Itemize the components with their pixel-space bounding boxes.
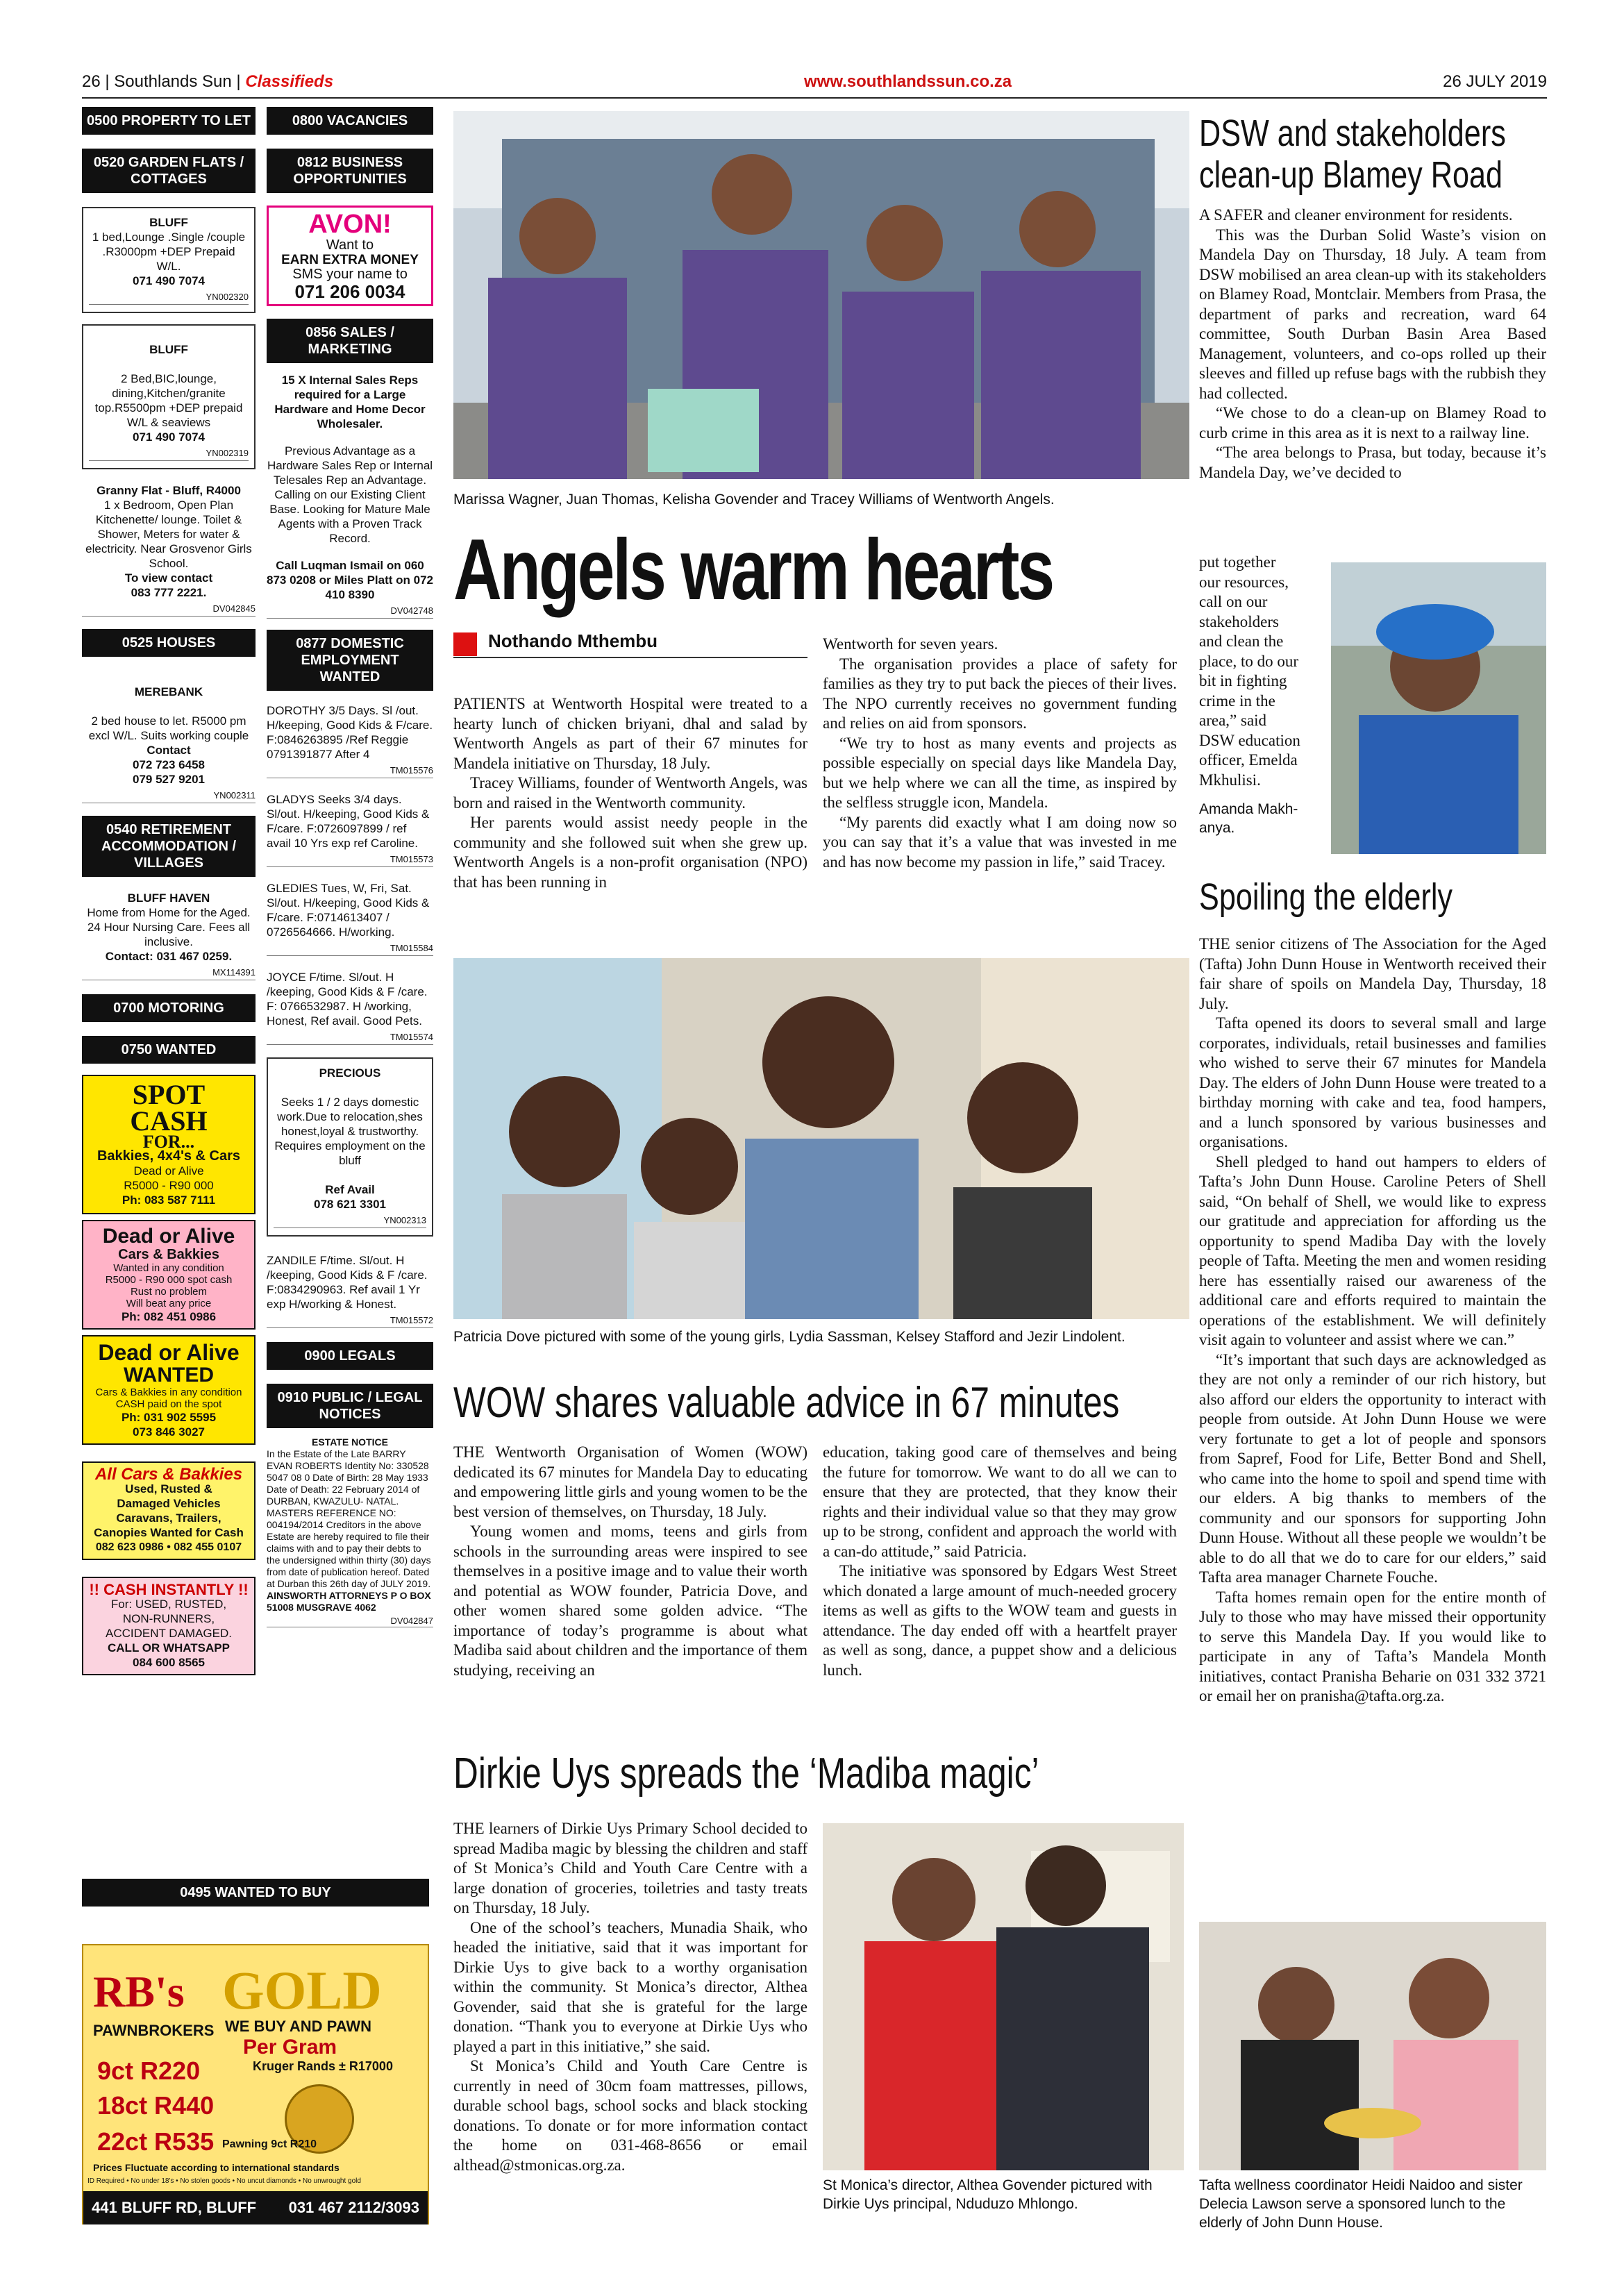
dirkie-paragraph: THE learners of Dirkie Uys Primary School decided to spread Madiba magic by blessing the children and staff of St Monica’s Child and Youth Care Centre with a large donation of groceries, toiletries and tasty treats on Thursday, 18 July. bbox=[453, 1820, 807, 1916]
ad-spot-cash bbox=[82, 1075, 256, 1214]
category-0495: 0495 WANTED TO BUY bbox=[82, 1879, 429, 1907]
ad-ref: MX114391 bbox=[82, 965, 256, 980]
ad-ref: DV042748 bbox=[267, 603, 433, 619]
ad-text: Home from Home for the Aged. 24 Hour Nursing Care. Fees all inclusive. bbox=[87, 906, 251, 948]
allcars-title: All Cars & Bakkies bbox=[94, 1465, 243, 1484]
ad-ref: YN002311 bbox=[82, 788, 256, 803]
angels-caption: Marissa Wagner, Juan Thomas, Kelisha Govender and Tracey Williams of Wentworth Angels. bbox=[453, 492, 1055, 508]
wow-paragraph: education, taking good care of themselves and being the future for tomorrow. We want to do all we can to ensure that they are protected, that they know their rights and their individual value so that they may grow up to be strong, confident and approach the world with a can-do attitude,” said Patricia. bbox=[823, 1443, 1177, 1560]
rb-9ct: 9ct R220 bbox=[97, 2056, 201, 2085]
category-0910: 0910 PUBLIC / LEGAL NOTICES bbox=[267, 1384, 433, 1428]
rb-footer bbox=[83, 2191, 428, 2224]
ad-title: MEREBANK bbox=[134, 685, 203, 698]
rb-address: 441 BLUFF RD, BLUFF bbox=[92, 2199, 257, 2216]
dead1-line: Cars & Bakkies bbox=[118, 1247, 219, 1262]
avon-title: AVON! bbox=[308, 210, 392, 239]
dsw-line: crime in the bbox=[1199, 692, 1275, 710]
wow-caption: Patricia Dove pictured with some of the young girls, Lydia Sassman, Kelsey Stafford and Jezir Lindolent. bbox=[453, 1329, 1125, 1345]
classifieds-column-1 bbox=[82, 107, 256, 1675]
page-number: 26 bbox=[82, 72, 101, 91]
ad-dorothy bbox=[267, 703, 433, 778]
ad-cta: Ref Avail bbox=[325, 1183, 375, 1196]
elderly-paragraph: THE senior citizens of The Association for the Aged (Tafta) John Dunn House in Wentworth received their fair share of spoils on Mandela Day, Thursday, 18 July. bbox=[1199, 935, 1546, 1012]
dsw-line: and clean the bbox=[1199, 632, 1284, 650]
dirkie-headline: Dirkie Uys spreads the ‘Madiba magic’ bbox=[453, 1750, 1039, 1798]
dead2-title: Dead or Alive bbox=[98, 1340, 240, 1365]
wow-paragraph: The initiative was sponsored by Edgars West Street which donated a large amount of much-needed grocery items as well as gifts to the WOW team and guests in attendance. The day ended off with a heartfelt prayer as well as song, dance, a puppet show and a delicious lunch. bbox=[823, 1562, 1177, 1679]
wow-paragraph: THE Wentworth Organisation of Women (WOW) dedicated its 67 minutes for Mandela Day to educating and empowering little girls and young women to be the best version of themselves, on Thursday, 18 July. bbox=[453, 1443, 807, 1520]
dsw-paragraph: This was the Durban Solid Waste’s vision on Mandela Day on Thursday, 18 July. A team from DSW mobilised an area clean-up with its stakeholders on Blamey Road, Montclair. Members from Prasa, the department of parks and recreation, ward 64 committee, South Durban Basin Area Based Management, volunteers, and co-ops rolled up their sleeves and filled up refuse bags with the rubbish they had collected. bbox=[1199, 226, 1546, 402]
ad-gladys bbox=[267, 792, 433, 867]
dsw-line: place, to do our bbox=[1199, 652, 1299, 670]
dsw-headline: DSW and stakeholders clean-up Blamey Road bbox=[1199, 112, 1506, 196]
dsw-line: stakeholders bbox=[1199, 612, 1279, 630]
cashinst-line: CALL OR WHATSAPP bbox=[108, 1641, 230, 1654]
angels-byline: Nothando Mthembu bbox=[488, 630, 658, 651]
dirkie-photo bbox=[823, 1823, 1184, 2170]
elderly-body bbox=[1199, 935, 1546, 1707]
ad-text: GLEDIES Tues, W, Fri, Sat. Sl/out. H/keeping, Good Kids & F/care. F:0714613407 / 0726564666. H/working. bbox=[267, 882, 430, 939]
estate-title: ESTATE NOTICE bbox=[312, 1436, 388, 1448]
spot-title-3: FOR... bbox=[142, 1132, 195, 1152]
spot-line: Bakkies, 4x4's & Cars bbox=[97, 1148, 240, 1164]
avon-phone: 071 206 0034 bbox=[294, 281, 405, 302]
ad-gledies bbox=[267, 881, 433, 956]
dead2-line: Cars & Bakkies in any condition bbox=[95, 1386, 242, 1398]
angels-paragraph: “My parents did exactly what I am doing now so you can say that it’s a value that was invested in me and has now become my passion in life,” said Tracey. bbox=[823, 813, 1177, 871]
ad-text: 1 x Bedroom, Open Plan Kitchenette/ lounge. Toilet & Shower, Meters for water & electricity. Near Grosvenor Girls School. bbox=[85, 498, 252, 570]
angels-paragraph: PATIENTS at Wentworth Hospital were treated to a hearty lunch of chicken briyani, dhal and salad by Wentworth Angels as part of their 67 minutes for Mandela initiative on Thursday, 18 July. bbox=[453, 695, 807, 772]
dead2-title-2: WANTED bbox=[124, 1364, 214, 1386]
rb-rules: ID Required • No under 18's • No stolen goods • No uncut diamonds • No unwrought gold bbox=[87, 2177, 361, 2185]
dsw-line: call on our bbox=[1199, 593, 1268, 610]
allcars-line: Canopies Wanted for Cash bbox=[94, 1526, 244, 1539]
ad-phone-2: 079 527 9201 bbox=[133, 773, 205, 786]
ad-ref: YN002319 bbox=[89, 446, 249, 461]
rb-fluctuate: Prices Fluctuate according to international standards bbox=[93, 2162, 340, 2173]
ad-granny-flat bbox=[82, 483, 256, 617]
ad-text: Seeks 1 / 2 days domestic work.Due to relocation,shes honest,loyal & trustworthy. Requires employment on the bluff bbox=[274, 1096, 426, 1167]
ad-ref: TM015584 bbox=[267, 941, 433, 956]
ad-bluff-1 bbox=[82, 207, 256, 313]
ad-text: JOYCE F/time. Sl/out. H /keeping, Good Kids & F /care. F: 0766532987. H /working, Honest, Ref avail. Good Pets. bbox=[267, 971, 428, 1028]
ad-ref: DV042847 bbox=[267, 1615, 433, 1627]
ad-sales-reps bbox=[267, 373, 433, 619]
ad-ref: TM015573 bbox=[267, 852, 433, 867]
angels-paragraph: “We try to host as many events and projects as possible especially on special days like Mandela Day, but we help where we can all the time, as inspired by the selfless struggle icon, Mandela. bbox=[823, 734, 1177, 811]
rb-pawnbrokers: PAWNBROKERS bbox=[93, 2022, 215, 2039]
dsw-photo bbox=[1331, 562, 1546, 854]
rb-brand: RB's bbox=[93, 1967, 185, 2016]
dsw-line: bit in fighting bbox=[1199, 672, 1287, 689]
estate-firm: AINSWORTH ATTORNEYS P O BOX 51008 MUSGRAVE 4062 bbox=[267, 1590, 431, 1613]
dirkie-col-1 bbox=[453, 1819, 807, 2175]
ad-text: 2 bed house to let. R5000 pm excl W/L. Suits working couple bbox=[88, 714, 249, 742]
ad-ref: TM015576 bbox=[267, 763, 433, 778]
ad-text: DOROTHY 3/5 Days. Sl /out. H/keeping, Good Kids & F/care. F:0846263895 /Ref Reggie 0791391877 After 4 bbox=[267, 704, 433, 761]
ad-phone: Contact: 031 467 0259. bbox=[105, 950, 233, 963]
allcars-phone: 082 623 0986 • 082 455 0107 bbox=[95, 1541, 242, 1553]
sales-title: 15 X Internal Sales Reps required for a Large Hardware and Home Decor Wholesaler. bbox=[274, 374, 426, 430]
dsw-paragraph: “We chose to do a clean-up on Blamey Road to curb crime in this area as it is next to a railway line. bbox=[1199, 404, 1546, 442]
angels-col-1 bbox=[453, 694, 807, 892]
header-rule bbox=[82, 97, 1547, 99]
rb-18ct: 18ct R440 bbox=[97, 2091, 215, 2120]
avon-line: Want to bbox=[326, 237, 374, 253]
spot-line: Dead or Alive bbox=[133, 1164, 204, 1178]
angels-paragraph: Her parents would assist needy people in the community and she followed suit when she grew up. Wentworth Angels is a non-profit organisation (NPO) that has been running in bbox=[453, 814, 807, 891]
wow-photo bbox=[453, 958, 1189, 1319]
cashinst-line: For: USED, RUSTED, bbox=[110, 1598, 227, 1611]
ad-phone: 083 777 2221. bbox=[131, 586, 207, 599]
dead2-line: CASH paid on the spot bbox=[115, 1398, 222, 1410]
angels-paragraph: Tracey Williams, founder of Wentworth Angels, was born and raised in the Wentworth community. bbox=[453, 774, 807, 812]
angels-photo bbox=[453, 111, 1189, 479]
ad-bluff-haven bbox=[82, 891, 256, 980]
angels-byline-row bbox=[453, 630, 807, 658]
ad-cta: To view contact bbox=[124, 571, 213, 585]
elderly-paragraph: Tafta opened its doors to several small and large corporates, individuals, retail businesses and families who wished to serve their 67 minutes for Mandela Day. The elders of John Dunn House were treated to a birthday morning with cake and tea, food hampers, and a lunch sponsored by various businesses and organisations. bbox=[1199, 1014, 1546, 1150]
category-0900: 0900 LEGALS bbox=[267, 1342, 433, 1370]
ad-phone: 071 490 7074 bbox=[133, 274, 205, 287]
ad-text: 1 bed,Lounge .Single /couple .R3000pm +DEP Prepaid W/L. bbox=[92, 231, 246, 273]
sales-contact: Call Luqman Ismail on 060 873 0208 or Miles Platt on 072 410 8390 bbox=[267, 559, 434, 601]
ad-cta: Contact bbox=[147, 744, 191, 757]
angels-headline: Angels warm hearts bbox=[453, 522, 1053, 618]
ad-estate-notice bbox=[267, 1436, 433, 1627]
category-0540: 0540 RETIREMENT ACCOMMODATION / VILLAGES bbox=[82, 816, 256, 877]
elderly-paragraph: Tafta homes remain open for the entire month of July to those who may have missed their opportunity to serve this Mandela Day. If you would like to participate in any of Tafta’s Mandela Month initiatives, contact Pranisha Beharie on 031 332 3721 or email her on pranisha@tafta.org.za. bbox=[1199, 1588, 1546, 1704]
category-0525: 0525 HOUSES bbox=[82, 629, 256, 657]
ad-dead-or-alive-1 bbox=[82, 1220, 256, 1330]
ad-rbs-gold bbox=[82, 1944, 429, 2224]
avon-line: EARN EXTRA MONEY bbox=[281, 253, 419, 267]
ad-bluff-2 bbox=[82, 324, 256, 469]
sales-text: Previous Advantage as a Hardware Sales Rep or Internal Telesales Rep an Advantage. Calling on our Existing Client Base. Looking for Mature Male Agents with a Proven Track Record. bbox=[267, 444, 433, 545]
ad-ref: TM015574 bbox=[267, 1030, 433, 1045]
ad-ref: YN002313 bbox=[274, 1213, 426, 1228]
category-0500: 0500 PROPERTY TO LET bbox=[82, 107, 256, 135]
dead1-line: R5000 - R90 000 spot cash bbox=[105, 1274, 233, 1286]
elderly-paragraph: “It’s important that such days are acknowledged as they are not only a reminder of our rich history, but also afford our elders the opportunity to interact with people from outside. At John Dunn House we were very fortunate to get a lot of people and sponsors from Sapref, Food for Life, Better Bond and Shell, who came into the home to spoil and spend time with our elders. A big thanks to members of the community and our sponsors for supporting John Dunn House. Without all these people we wouldn’t be able to do all that we do to care for our elders,” said Tafta area manager Charnete Fouche. bbox=[1199, 1350, 1546, 1586]
ad-ref: TM015572 bbox=[267, 1313, 433, 1328]
section-name: Classifieds bbox=[245, 72, 334, 91]
angels-paragraph: Wentworth for seven years. bbox=[823, 635, 998, 653]
elderly-photo bbox=[1199, 1922, 1546, 2170]
rb-gold: GOLD bbox=[222, 1960, 382, 2020]
rb-phone: 031 467 2112/3093 bbox=[288, 2199, 419, 2216]
rb-per-gram: Per Gram bbox=[243, 2036, 337, 2059]
spot-phone: Ph: 083 587 7111 bbox=[122, 1193, 216, 1207]
ad-title: BLUFF bbox=[149, 343, 188, 356]
elderly-caption: Tafta wellness coordinator Heidi Naidoo and sister Delecia Lawson serve a sponsored lunch to the elderly of John Dunn House. bbox=[1199, 2177, 1523, 2231]
ad-cash-instantly bbox=[82, 1577, 256, 1675]
dsw-line: area,” said bbox=[1199, 712, 1267, 729]
dead2-phone: Ph: 031 902 5595 bbox=[121, 1411, 217, 1424]
dsw-line: our resources, bbox=[1199, 573, 1289, 591]
dead1-phone: Ph: 082 451 0986 bbox=[121, 1310, 217, 1323]
allcars-line: Used, Rusted & bbox=[125, 1482, 212, 1495]
cashinst-line: NON-RUNNERS, bbox=[122, 1612, 215, 1625]
ad-phone: 078 621 3301 bbox=[314, 1198, 386, 1211]
ad-title: PRECIOUS bbox=[319, 1066, 381, 1080]
ad-title: BLUFF bbox=[149, 216, 188, 229]
elderly-paragraph: Shell pledged to hand out hampers to elders of Tafta’s John Dunn House. Caroline Peters of Shell said, “On behalf of Shell, we would like to express our gratitude and appreciation for affording us the opportunity to spend Madiba Day with the lovely people of Tafta. Meeting the men and women residing here has essentially raised our awareness of the additional care and efforts required to maintain the operations of the establishment. We will definitely visit again to volunteer and assist where we can.” bbox=[1199, 1153, 1546, 1348]
category-0877: 0877 DOMESTIC EMPLOYMENT WANTED bbox=[267, 630, 433, 691]
byline-marker-icon bbox=[453, 632, 477, 656]
dsw-line: officer, Emelda bbox=[1199, 751, 1298, 769]
spot-title-2: CASH bbox=[130, 1105, 208, 1137]
category-0856: 0856 SALES / MARKETING bbox=[267, 319, 433, 363]
spot-title: SPOT bbox=[132, 1079, 206, 1110]
ad-text: 2 Bed,BIC,lounge, dining,Kitchen/granite top.R5500pm +DEP prepaid W/L & seaviews bbox=[94, 372, 243, 429]
rb-kruger: Kruger Rands ± R17000 bbox=[253, 2059, 393, 2073]
wow-headline: WOW shares valuable advice in 67 minutes bbox=[453, 1379, 1120, 1427]
dead1-line: Wanted in any condition bbox=[113, 1262, 224, 1274]
wow-col-1 bbox=[453, 1443, 807, 1680]
category-0812: 0812 BUSINESS OPPORTUNITIES bbox=[267, 149, 433, 193]
category-0700: 0700 MOTORING bbox=[82, 994, 256, 1022]
ad-precious bbox=[267, 1057, 433, 1237]
classifieds-column-2 bbox=[267, 107, 433, 1627]
ad-title: Granny Flat - Bluff, R4000 bbox=[97, 484, 241, 497]
dirkie-paragraph: St Monica’s Child and Youth Care Centre is currently in need of 30cm foam mattresses, pillows, durable school bags, school socks and black stocking donations. To donate or for more information contact the home on 031-468-8656 or email althead@stmonicas.org.za. bbox=[453, 2057, 807, 2174]
cashinst-line: ACCIDENT DAMAGED. bbox=[106, 1627, 232, 1640]
paper-name: Southlands Sun bbox=[114, 72, 232, 91]
ad-all-cars bbox=[82, 1461, 256, 1560]
category-0800: 0800 VACANCIES bbox=[267, 107, 433, 135]
rb-pawning: Pawning 9ct R210 bbox=[222, 2138, 317, 2150]
page-header: 26 | Southlands Sun | Classifieds www.southlandssun.co.za 26 JULY 2019 bbox=[82, 72, 1547, 91]
elderly-headline: Spoiling the elderly bbox=[1199, 876, 1453, 918]
ad-text: GLADYS Seeks 3/4 days. Sl/out. H/keeping, Good Kids & F/care. F:0726097899 / ref avail 10 Yrs exp ref Caroline. bbox=[267, 793, 430, 850]
category-0750: 0750 WANTED bbox=[82, 1036, 256, 1064]
dsw-line: Mkhulisi. bbox=[1199, 771, 1261, 789]
allcars-line: Caravans, Trailers, bbox=[116, 1511, 221, 1525]
ad-avon bbox=[267, 206, 433, 306]
cashinst-phone: 084 600 8565 bbox=[133, 1656, 205, 1669]
avon-line: SMS your name to bbox=[292, 267, 408, 282]
dsw-caption: Amanda Makh- anya. bbox=[1199, 801, 1298, 836]
dsw-line: DSW education bbox=[1199, 731, 1300, 749]
dsw-paragraph: A SAFER and cleaner environment for residents. bbox=[1199, 206, 1513, 224]
spot-line: R5000 - R90 000 bbox=[124, 1179, 214, 1192]
ad-dead-or-alive-2 bbox=[82, 1335, 256, 1445]
dsw-body-top bbox=[1199, 206, 1546, 483]
dirkie-caption: St Monica’s director, Althea Govender pictured with Dirkie Uys principal, Nduduzo Mhlongo. bbox=[823, 2177, 1153, 2212]
dead1-title: Dead or Alive bbox=[102, 1225, 235, 1248]
rb-buy-pawn: WE BUY AND PAWN bbox=[225, 2018, 372, 2035]
ad-text: ZANDILE F/time. Sl/out. H /keeping, Good Kids & F /care. F:0834290963. Ref avail 1 Yr exp H/working & Honest. bbox=[267, 1254, 428, 1311]
dsw-body-narrow bbox=[1199, 553, 1324, 837]
angels-col-2 bbox=[823, 635, 1177, 872]
ad-ref: YN002320 bbox=[89, 290, 249, 305]
ad-joyce bbox=[267, 970, 433, 1045]
dsw-paragraph: “The area belongs to Prasa, but today, because it’s Mandela Day, we’ve decided to bbox=[1199, 444, 1546, 481]
dsw-line: put together bbox=[1199, 553, 1276, 571]
ad-merebank bbox=[82, 685, 256, 803]
site-url[interactable]: www.southlandssun.co.za bbox=[804, 72, 1012, 91]
issue-date: 26 JULY 2019 bbox=[1443, 72, 1547, 91]
angels-paragraph: The organisation provides a place of safety for families as they try to put back the pieces of their lives. The NPO currently receives no government funding and relies on aid from sponsors. bbox=[823, 655, 1177, 732]
dead2-phone-2: 073 846 3027 bbox=[133, 1425, 205, 1439]
wow-paragraph: Young women and moms, teens and girls from schools in the surrounding areas were inspired to see themselves in a positive image and to value their worth and potential as WOW founder, Patricia Dove, and other women shared some golden advice. “The importance of today’s programme is about what Madiba said about children and the importance of them studying, receiving an bbox=[453, 1523, 807, 1679]
category-0520: 0520 GARDEN FLATS / COTTAGES bbox=[82, 149, 256, 193]
ad-title: BLUFF HAVEN bbox=[127, 891, 210, 905]
rb-22ct: 22ct R535 bbox=[97, 2127, 215, 2156]
ad-phone: 071 490 7074 bbox=[133, 430, 205, 444]
estate-text: In the Estate of the Late BARRY EVAN ROBERTS Identity No: 330528 5047 08 0 Date of Birth: 28 May 1933 Date of Death: 22 February 2014 of DURBAN, KWAZULU- NATAL. MASTERS REFERENCE NO: 004194/2014 Creditors in the above Estate are hereby required to file their claims with and to pay their debts to the undersigned within thirty (30) days from date of publication hereof. Dated at Durban this 26th day of JULY 2019. bbox=[267, 1448, 431, 1589]
allcars-line: Damaged Vehicles bbox=[117, 1497, 221, 1510]
wow-col-2 bbox=[823, 1443, 1177, 1680]
ad-phone: 072 723 6458 bbox=[133, 758, 205, 771]
dirkie-paragraph: One of the school’s teachers, Munadia Shaik, who headed the initiative, said that it was important for Dirkie Uys to give back to a worthy organisation within the community. St Monica’s director, Althea Govender, said that she is grateful for the large donation. “Thank you to everyone at Dirkie Uys who played a part in this initiative,” she said. bbox=[453, 1918, 807, 2055]
dead1-line: Will beat any price bbox=[126, 1298, 212, 1309]
dead1-line: Rust no problem bbox=[130, 1286, 208, 1298]
cashinst-title: !! CASH INSTANTLY !! bbox=[89, 1581, 249, 1598]
ad-ref: DV042845 bbox=[82, 601, 256, 617]
ad-zandile bbox=[267, 1253, 433, 1328]
